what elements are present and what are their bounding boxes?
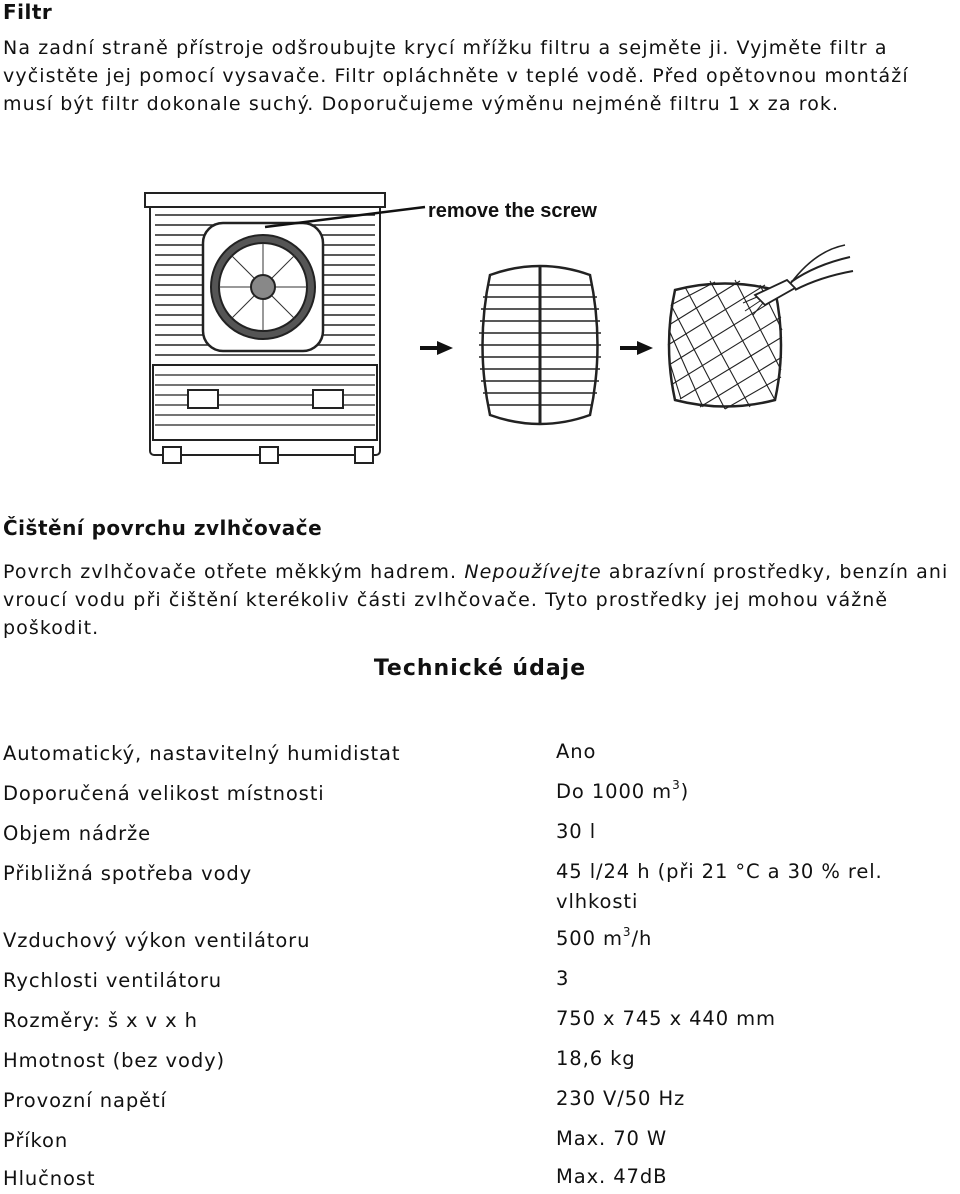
spec-value-sup: 3 — [622, 925, 632, 939]
spec-label: Provozní napětí — [3, 1089, 167, 1112]
spec-value: 3 — [556, 967, 570, 990]
spec-value — [556, 777, 956, 807]
spec-label: Automatický, nastavitelný humidistat — [3, 742, 401, 765]
spec-label: Přibližná spotřeba vody — [3, 862, 253, 885]
filter-heading: Filtr — [3, 0, 53, 24]
spec-label: Hmotnost (bez vody) — [3, 1049, 226, 1072]
arrow-right-icon — [620, 341, 653, 355]
specs-title: Technické údaje — [373, 656, 587, 681]
spec-label: Objem nádrže — [3, 822, 152, 845]
spec-label: Doporučená velikost místnosti — [3, 782, 325, 805]
cleaning-text-emphasis: Nepoužívejte — [464, 561, 602, 583]
spec-label: Rychlosti ventilátoru — [3, 969, 223, 992]
spec-value-main: 500 m — [556, 927, 623, 950]
spec-label: Příkon — [3, 1129, 69, 1152]
spec-value: 750 x 745 x 440 mm — [556, 1007, 776, 1030]
filter-grille-drawing — [479, 265, 601, 425]
spec-label: Hlučnost — [3, 1167, 96, 1190]
arrow-right-icon — [420, 341, 453, 355]
remove-screw-callout: remove the screw — [428, 200, 597, 222]
spec-value-suffix: /h — [631, 927, 653, 950]
spec-value — [556, 924, 956, 954]
cleaning-text-end: abrazívní prostředky, benzín ani vroucí vodu při čištění kterékoliv části zvlhčovače. Tyto prostředky jej mohou vážně poškodit. — [3, 561, 949, 639]
spec-value: Ano — [556, 740, 597, 763]
spec-value-suffix: ) — [680, 780, 690, 803]
filter-text: Na zadní straně přístroje odšroubujte krycí mřížku filtru a sejměte ji. Vyjměte filtr a vyčistěte jej pomocí vysavače. Filtr opláchněte v teplé vodě. Před opětovnou montáží musí být filtr dokonale suchý. Doporučujeme výměnu nejméně filtru 1 x za rok. — [3, 37, 909, 115]
filter-removal-illustration — [115, 185, 855, 470]
spec-value: 18,6 kg — [556, 1047, 636, 1070]
cleaning-heading: Čištění povrchu zvlhčovače — [3, 516, 323, 540]
spec-value: 230 V/50 Hz — [556, 1087, 686, 1110]
mesh-filter-drawing — [668, 245, 853, 409]
spec-value: 45 l/24 h (při 21 °C a 30 % rel. vlhkosti — [556, 860, 883, 913]
cleaning-text-start: Povrch zvlhčovače otřete měkkým hadrem. — [3, 561, 465, 583]
spec-value-main: Do 1000 m — [556, 780, 673, 803]
spec-label: Rozměry: š x v x h — [3, 1009, 198, 1032]
spec-value: Max. 47dB — [556, 1165, 668, 1188]
spec-label: Vzduchový výkon ventilátoru — [3, 929, 311, 952]
humidifier-back-drawing — [145, 193, 385, 463]
spec-value: 30 l — [556, 820, 597, 843]
spec-value-sup: 3 — [672, 778, 681, 792]
spec-value: Max. 70 W — [556, 1127, 668, 1150]
cleaning-text — [3, 558, 957, 642]
